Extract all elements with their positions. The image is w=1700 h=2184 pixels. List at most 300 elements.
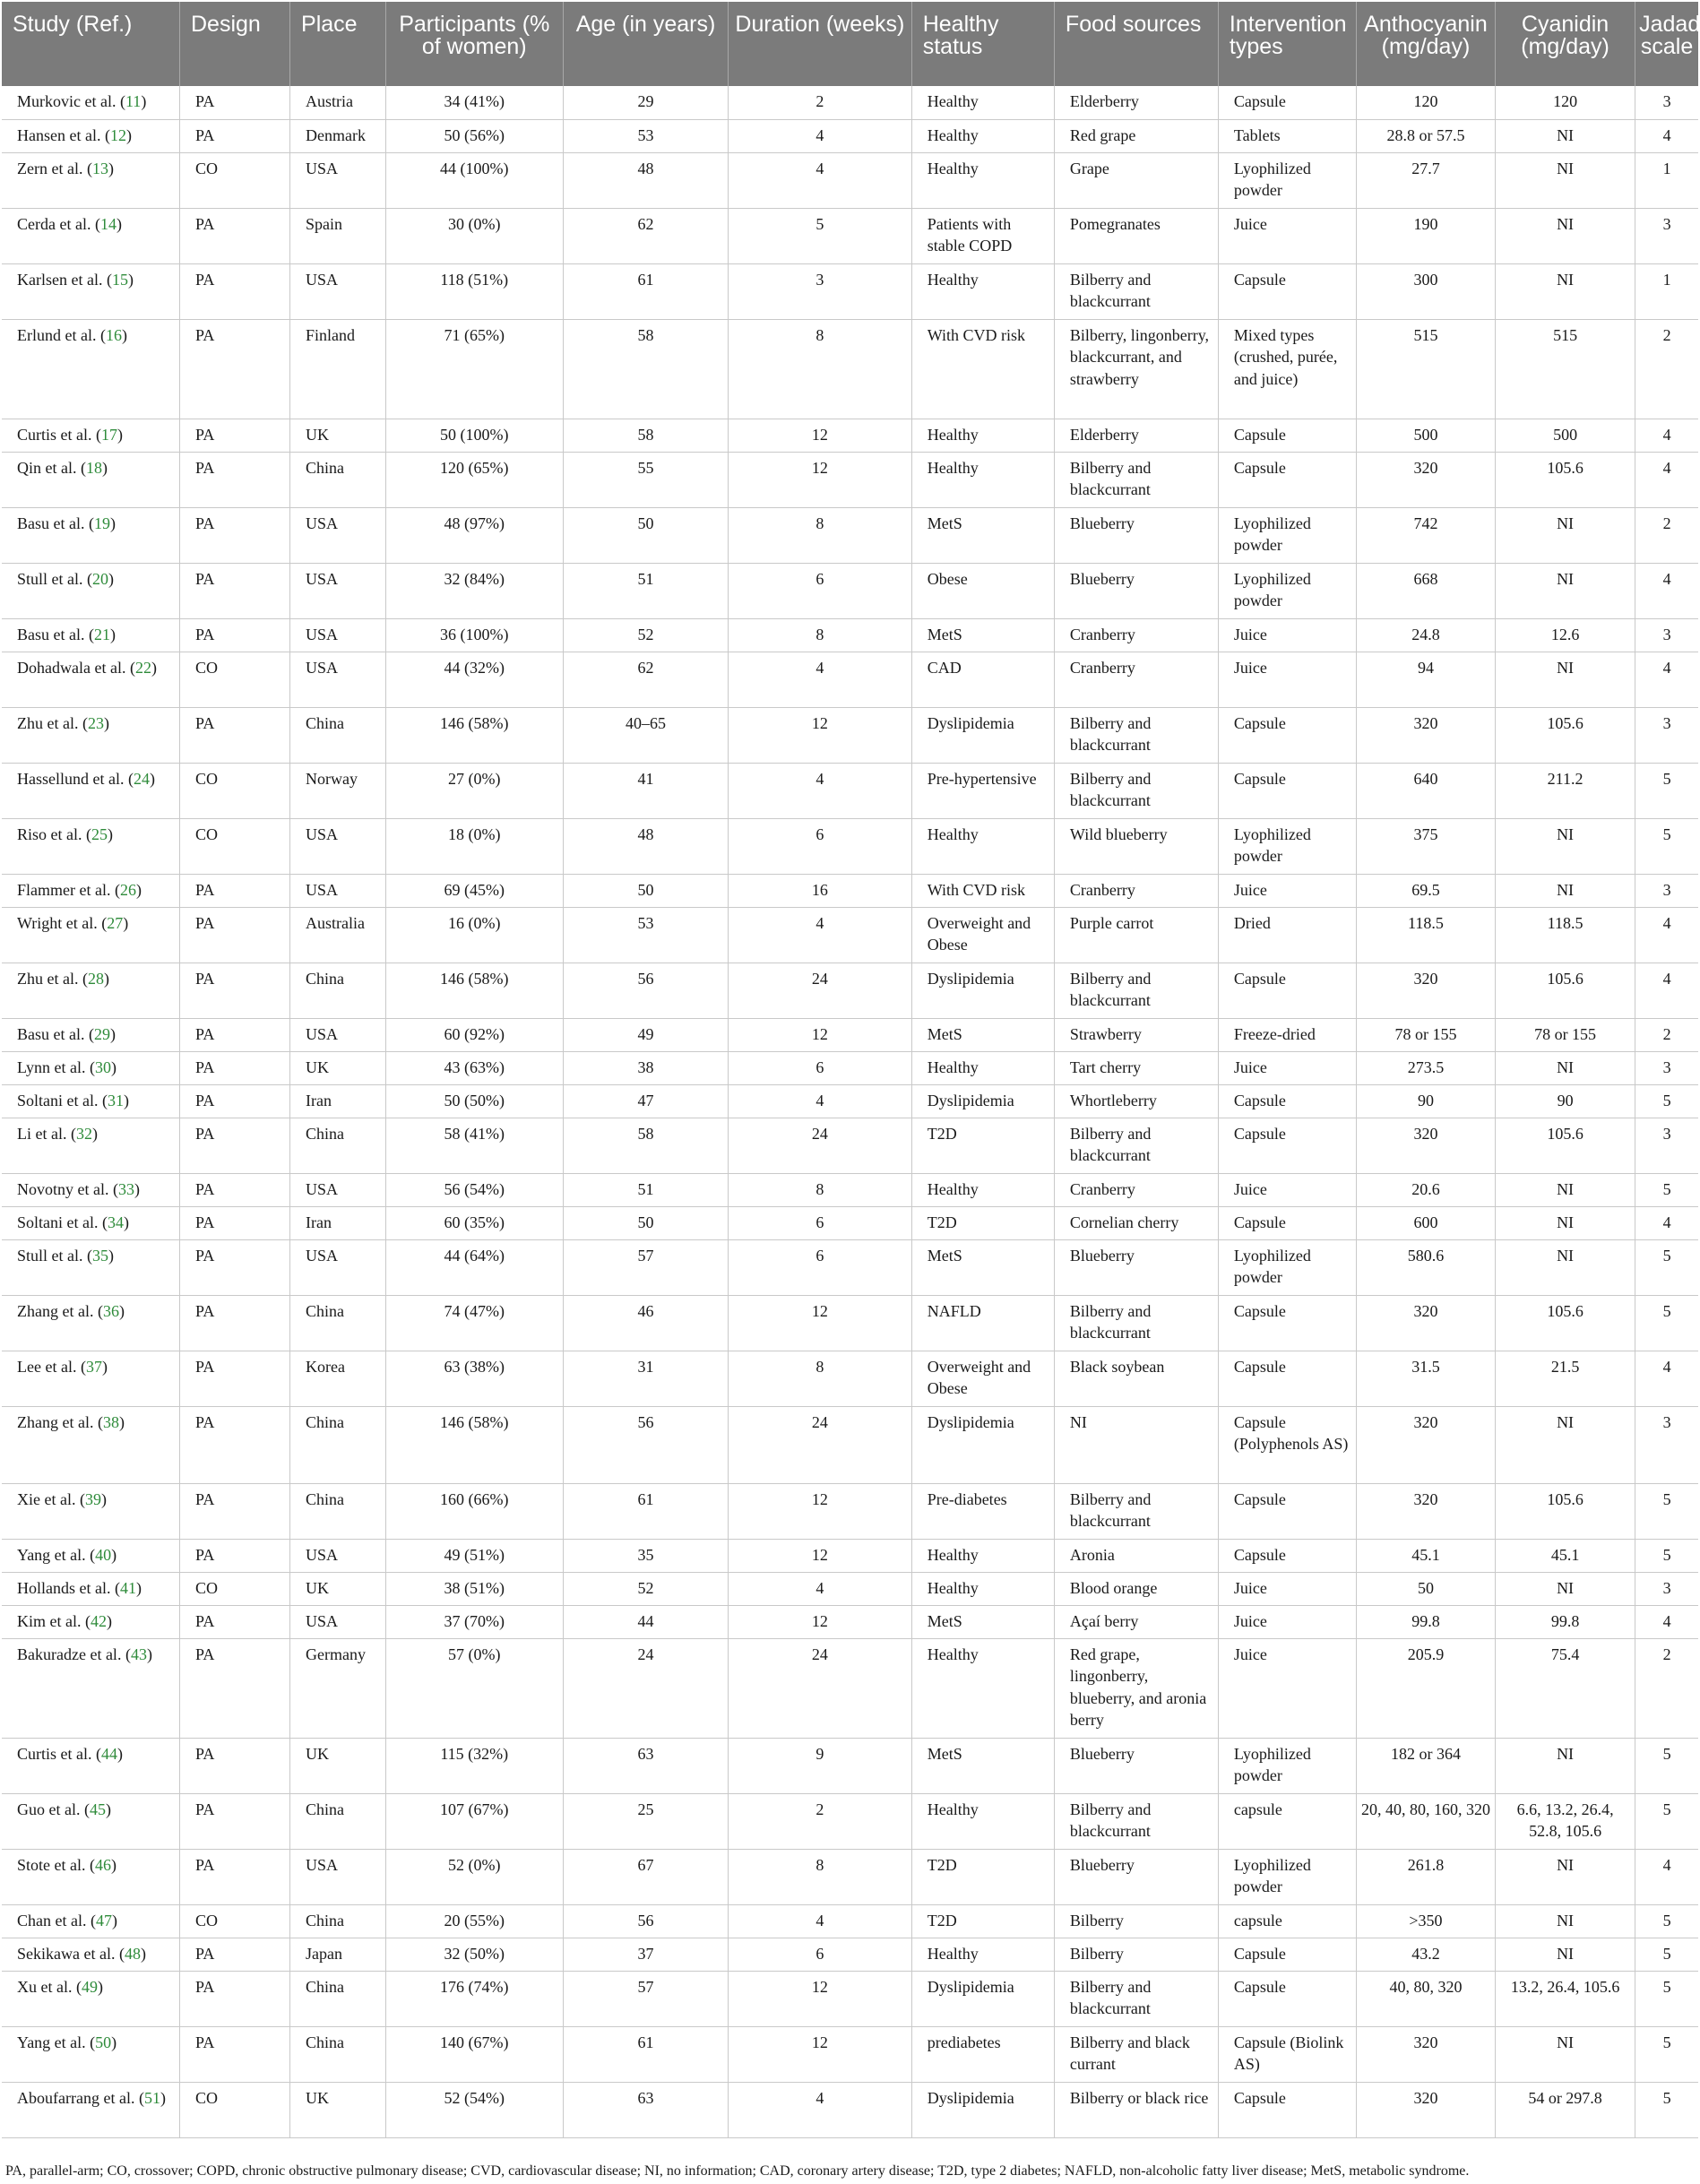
reference-link[interactable]: 23: [87, 713, 104, 732]
study-author: Hassellund et al. (: [17, 769, 134, 788]
cell-place: USA: [290, 263, 385, 319]
reference-link[interactable]: 29: [93, 1024, 110, 1043]
study-author: Xu et al. (: [17, 1977, 82, 1996]
cell-participants: 52 (0%): [385, 1849, 564, 1904]
reference-link[interactable]: 46: [94, 1855, 111, 1874]
cell-design: PA: [180, 1849, 290, 1904]
cell-cyanidin: 105.6: [1496, 707, 1635, 763]
cell-study: Chan et al. (47): [2, 1904, 180, 1938]
cell-age: 63: [564, 1738, 729, 1793]
cell-study: Bakuradze et al. (43): [2, 1638, 180, 1738]
cell-intervention-type: Lyophilized powder: [1218, 1239, 1356, 1295]
cell-duration: 8: [729, 1351, 912, 1406]
cell-participants: 71 (65%): [385, 319, 564, 419]
reference-link[interactable]: 27: [107, 913, 124, 932]
study-author: Flammer et al. (: [17, 880, 120, 899]
cell-place: USA: [290, 152, 385, 208]
cell-jadad: 3: [1635, 86, 1698, 119]
cell-cyanidin: 105.6: [1496, 452, 1635, 507]
study-author: Lee et al. (: [17, 1357, 86, 1376]
reference-link[interactable]: 30: [94, 1057, 111, 1076]
cell-place: USA: [290, 1239, 385, 1295]
cell-intervention-type: Lyophilized powder: [1218, 563, 1356, 618]
cell-place: China: [290, 452, 385, 507]
cell-health-status: Healthy: [911, 1572, 1054, 1605]
study-author: Zhu et al. (: [17, 713, 88, 732]
cell-study: Soltani et al. (31): [2, 1084, 180, 1118]
cell-duration: 8: [729, 618, 912, 652]
reference-link[interactable]: 21: [93, 625, 110, 643]
cell-intervention-type: Lyophilized powder: [1218, 818, 1356, 874]
cell-participants: 27 (0%): [385, 763, 564, 818]
reference-link[interactable]: 50: [95, 2033, 112, 2051]
cell-design: PA: [180, 2026, 290, 2082]
cell-anthocyanin: 742: [1356, 507, 1495, 563]
study-author: Basu et al. (: [17, 1024, 94, 1043]
reference-link[interactable]: 41: [119, 1578, 136, 1597]
cell-participants: 115 (32%): [385, 1738, 564, 1793]
cell-cyanidin: 515: [1496, 319, 1635, 419]
cell-health-status: Healthy: [911, 263, 1054, 319]
cell-jadad: 4: [1635, 963, 1698, 1018]
cell-food-sources: Black soybean: [1054, 1351, 1218, 1406]
cell-food-sources: Cranberry: [1054, 874, 1218, 907]
cell-anthocyanin: 320: [1356, 1295, 1495, 1351]
cell-intervention-type: Capsule: [1218, 86, 1356, 119]
table-row: [2, 1118, 1698, 1173]
reference-link[interactable]: 45: [89, 1800, 106, 1818]
cell-anthocyanin: >350: [1356, 1904, 1495, 1938]
cell-anthocyanin: 320: [1356, 1483, 1495, 1539]
study-author: Lynn et al. (: [17, 1057, 95, 1076]
cell-design: PA: [180, 1738, 290, 1793]
cell-age: 31: [564, 1351, 729, 1406]
cell-age: 56: [564, 963, 729, 1018]
cell-cyanidin: 105.6: [1496, 1118, 1635, 1173]
reference-link[interactable]: 22: [134, 658, 151, 677]
reference-link[interactable]: 42: [90, 1611, 107, 1630]
cell-study: Stote et al. (46): [2, 1849, 180, 1904]
cell-age: 37: [564, 1938, 729, 1971]
cell-jadad: 1: [1635, 152, 1698, 208]
cell-cyanidin: 78 or 155: [1496, 1018, 1635, 1051]
cell-food-sources: Elderberry: [1054, 419, 1218, 452]
reference-link[interactable]: 38: [102, 1412, 119, 1431]
cell-jadad: 1: [1635, 263, 1698, 319]
reference-link[interactable]: 19: [93, 514, 110, 532]
cell-health-status: T2D: [911, 1849, 1054, 1904]
cell-anthocyanin: 45.1: [1356, 1539, 1495, 1572]
cell-health-status: Healthy: [911, 1638, 1054, 1738]
cell-study: Zhu et al. (28): [2, 963, 180, 1018]
reference-link[interactable]: 43: [130, 1644, 147, 1663]
cell-participants: 52 (54%): [385, 2082, 564, 2137]
cell-health-status: Overweight and Obese: [911, 907, 1054, 963]
cell-age: 61: [564, 1483, 729, 1539]
cell-jadad: 5: [1635, 1084, 1698, 1118]
cell-study: Soltani et al. (34): [2, 1206, 180, 1239]
cell-jadad: 5: [1635, 1173, 1698, 1206]
cell-participants: 63 (38%): [385, 1351, 564, 1406]
cell-food-sources: Bilberry and blackcurrant: [1054, 1295, 1218, 1351]
cell-anthocyanin: 28.8 or 57.5: [1356, 119, 1495, 152]
cell-jadad: 3: [1635, 208, 1698, 263]
cell-design: CO: [180, 652, 290, 707]
cell-health-status: Healthy: [911, 119, 1054, 152]
cell-jadad: 5: [1635, 763, 1698, 818]
cell-age: 50: [564, 1206, 729, 1239]
reference-link[interactable]: 16: [105, 325, 122, 344]
study-author: Zhu et al. (: [17, 969, 88, 988]
cell-place: UK: [290, 1738, 385, 1793]
cell-study: Murkovic et al. (11): [2, 86, 180, 119]
col-header-health-status: Healthy status: [911, 2, 1054, 86]
col-header-food-sources: Food sources: [1054, 2, 1218, 86]
cell-jadad: 5: [1635, 2082, 1698, 2137]
cell-jadad: 3: [1635, 618, 1698, 652]
cell-intervention-type: Freeze-dried: [1218, 1018, 1356, 1051]
reference-link[interactable]: 47: [95, 1911, 112, 1929]
cell-study: Li et al. (32): [2, 1118, 180, 1173]
cell-age: 40–65: [564, 707, 729, 763]
cell-duration: 8: [729, 319, 912, 419]
cell-participants: 44 (100%): [385, 152, 564, 208]
cell-intervention-type: Juice: [1218, 618, 1356, 652]
reference-link[interactable]: 13: [91, 159, 108, 177]
reference-link[interactable]: 40: [95, 1545, 112, 1564]
cell-participants: 107 (67%): [385, 1793, 564, 1849]
cell-study: Stull et al. (20): [2, 563, 180, 618]
study-author: Karlsen et al. (: [17, 270, 112, 289]
cell-cyanidin: NI: [1496, 1849, 1635, 1904]
cell-cyanidin: NI: [1496, 1206, 1635, 1239]
cell-study: Lee et al. (37): [2, 1351, 180, 1406]
cell-cyanidin: 21.5: [1496, 1351, 1635, 1406]
cell-food-sources: Açaí berry: [1054, 1605, 1218, 1638]
cell-duration: 2: [729, 86, 912, 119]
study-author: Riso et al. (: [17, 824, 91, 843]
cell-design: CO: [180, 1904, 290, 1938]
cell-cyanidin: 13.2, 26.4, 105.6: [1496, 1971, 1635, 2026]
reference-link[interactable]: 11: [125, 92, 142, 110]
cell-intervention-type: Juice: [1218, 208, 1356, 263]
cell-participants: 32 (84%): [385, 563, 564, 618]
table-row: [2, 1173, 1698, 1206]
cell-intervention-type: Capsule: [1218, 452, 1356, 507]
cell-health-status: CAD: [911, 652, 1054, 707]
study-author: Yang et al. (: [17, 2033, 96, 2051]
reference-link[interactable]: 39: [84, 1489, 101, 1508]
cell-health-status: MetS: [911, 618, 1054, 652]
cell-place: Japan: [290, 1938, 385, 1971]
cell-place: USA: [290, 1605, 385, 1638]
cell-intervention-type: Capsule: [1218, 707, 1356, 763]
cell-cyanidin: 99.8: [1496, 1605, 1635, 1638]
cell-cyanidin: NI: [1496, 818, 1635, 874]
cell-health-status: T2D: [911, 1206, 1054, 1239]
cell-place: USA: [290, 618, 385, 652]
cell-cyanidin: 75.4: [1496, 1638, 1635, 1738]
table-row: [2, 618, 1698, 652]
cell-health-status: Healthy: [911, 1539, 1054, 1572]
cell-health-status: Dyslipidemia: [911, 1084, 1054, 1118]
reference-link[interactable]: 44: [100, 1744, 117, 1763]
cell-health-status: Healthy: [911, 818, 1054, 874]
study-author: Kim et al. (: [17, 1611, 91, 1630]
cell-study: Basu et al. (29): [2, 1018, 180, 1051]
cell-anthocyanin: 205.9: [1356, 1638, 1495, 1738]
cell-participants: 50 (50%): [385, 1084, 564, 1118]
reference-link[interactable]: 34: [107, 1213, 124, 1231]
cell-participants: 60 (35%): [385, 1206, 564, 1239]
study-author: Dohadwala et al. (: [17, 658, 135, 677]
cell-place: China: [290, 963, 385, 1018]
reference-link[interactable]: 37: [85, 1357, 102, 1376]
study-author: Soltani et al. (: [17, 1213, 108, 1231]
cell-health-status: Healthy: [911, 419, 1054, 452]
table-row: [2, 763, 1698, 818]
reference-link[interactable]: 51: [143, 2088, 160, 2107]
cell-duration: 4: [729, 652, 912, 707]
cell-study: Curtis et al. (17): [2, 419, 180, 452]
cell-age: 61: [564, 2026, 729, 2082]
cell-jadad: 3: [1635, 1406, 1698, 1483]
study-author: Hollands et al. (: [17, 1578, 120, 1597]
cell-cyanidin: NI: [1496, 652, 1635, 707]
cell-design: PA: [180, 1084, 290, 1118]
cell-anthocyanin: 320: [1356, 1118, 1495, 1173]
table-row: [2, 1904, 1698, 1938]
cell-place: Iran: [290, 1206, 385, 1239]
cell-intervention-type: Capsule: [1218, 963, 1356, 1018]
table-row: [2, 874, 1698, 907]
cell-participants: 176 (74%): [385, 1971, 564, 2026]
cell-duration: 4: [729, 763, 912, 818]
reference-link[interactable]: 48: [124, 1944, 141, 1963]
cell-health-status: Healthy: [911, 1793, 1054, 1849]
cell-duration: 12: [729, 1018, 912, 1051]
reference-link[interactable]: 15: [111, 270, 128, 289]
cell-anthocyanin: 190: [1356, 208, 1495, 263]
col-header-anthocyanin: Anthocyanin (mg/day): [1356, 2, 1495, 86]
cell-design: PA: [180, 1406, 290, 1483]
cell-age: 61: [564, 263, 729, 319]
cell-jadad: 5: [1635, 1483, 1698, 1539]
cell-age: 51: [564, 1173, 729, 1206]
cell-participants: 37 (70%): [385, 1605, 564, 1638]
reference-link[interactable]: 18: [85, 458, 102, 477]
cell-cyanidin: 118.5: [1496, 907, 1635, 963]
cell-duration: 12: [729, 2026, 912, 2082]
cell-duration: 8: [729, 507, 912, 563]
cell-cyanidin: NI: [1496, 1904, 1635, 1938]
cell-health-status: Dyslipidemia: [911, 1971, 1054, 2026]
cell-duration: 12: [729, 1295, 912, 1351]
table-row: [2, 119, 1698, 152]
cell-health-status: Obese: [911, 563, 1054, 618]
study-author: Cerda et al. (: [17, 214, 100, 233]
cell-duration: 12: [729, 452, 912, 507]
cell-study: Lynn et al. (30): [2, 1051, 180, 1084]
reference-link[interactable]: 17: [100, 425, 117, 444]
cell-cyanidin: NI: [1496, 2026, 1635, 2082]
cell-participants: 38 (51%): [385, 1572, 564, 1605]
table-row: [2, 818, 1698, 874]
study-author: Aboufarrang et al. (: [17, 2088, 144, 2107]
cell-anthocyanin: 640: [1356, 763, 1495, 818]
study-author: Murkovic et al. (: [17, 92, 125, 110]
study-author: Li et al. (: [17, 1124, 76, 1143]
reference-link[interactable]: 26: [119, 880, 136, 899]
cell-participants: 36 (100%): [385, 618, 564, 652]
cell-food-sources: Cranberry: [1054, 1173, 1218, 1206]
cell-food-sources: Blueberry: [1054, 1738, 1218, 1793]
cell-duration: 24: [729, 963, 912, 1018]
table-row: [2, 1018, 1698, 1051]
cell-intervention-type: Mixed types (crushed, purée, and juice): [1218, 319, 1356, 419]
cell-jadad: 5: [1635, 1904, 1698, 1938]
cell-duration: 9: [729, 1738, 912, 1793]
cell-food-sources: Bilberry, lingonberry, blackcurrant, and strawberry: [1054, 319, 1218, 419]
cell-anthocyanin: 375: [1356, 818, 1495, 874]
cell-duration: 12: [729, 707, 912, 763]
cell-duration: 5: [729, 208, 912, 263]
reference-link[interactable]: 32: [75, 1124, 92, 1143]
reference-link[interactable]: 12: [109, 125, 126, 144]
cell-study: Karlsen et al. (15): [2, 263, 180, 319]
reference-link[interactable]: 25: [91, 824, 108, 843]
cell-duration: 6: [729, 1206, 912, 1239]
cell-place: Spain: [290, 208, 385, 263]
cell-duration: 4: [729, 152, 912, 208]
cell-design: PA: [180, 1173, 290, 1206]
reference-link[interactable]: 33: [117, 1179, 134, 1198]
table-row: [2, 419, 1698, 452]
cell-age: 47: [564, 1084, 729, 1118]
cell-health-status: Healthy: [911, 152, 1054, 208]
reference-link[interactable]: 36: [102, 1301, 119, 1320]
cell-anthocyanin: 50: [1356, 1572, 1495, 1605]
cell-cyanidin: 120: [1496, 86, 1635, 119]
table-row: [2, 86, 1698, 119]
cell-duration: 2: [729, 1793, 912, 1849]
cell-participants: 146 (58%): [385, 963, 564, 1018]
reference-link[interactable]: 20: [92, 569, 108, 588]
table-row: [2, 2026, 1698, 2082]
cell-place: USA: [290, 1539, 385, 1572]
cell-participants: 44 (64%): [385, 1239, 564, 1295]
cell-duration: 4: [729, 1904, 912, 1938]
cell-design: PA: [180, 86, 290, 119]
cell-jadad: 2: [1635, 1018, 1698, 1051]
cell-cyanidin: 45.1: [1496, 1539, 1635, 1572]
cell-study: Riso et al. (25): [2, 818, 180, 874]
cell-intervention-type: Lyophilized powder: [1218, 507, 1356, 563]
cell-study: Hansen et al. (12): [2, 119, 180, 152]
cell-design: PA: [180, 1239, 290, 1295]
cell-jadad: 2: [1635, 507, 1698, 563]
cell-cyanidin: NI: [1496, 152, 1635, 208]
cell-cyanidin: NI: [1496, 1051, 1635, 1084]
reference-link[interactable]: 28: [87, 969, 104, 988]
cell-food-sources: Aronia: [1054, 1539, 1218, 1572]
cell-place: UK: [290, 2082, 385, 2137]
cell-health-status: MetS: [911, 507, 1054, 563]
cell-intervention-type: Capsule: [1218, 1539, 1356, 1572]
cell-place: USA: [290, 1018, 385, 1051]
table-row: [2, 319, 1698, 419]
cell-place: Norway: [290, 763, 385, 818]
cell-study: Novotny et al. (33): [2, 1173, 180, 1206]
study-author: Sekikawa et al. (: [17, 1944, 125, 1963]
cell-food-sources: Bilberry and blackcurrant: [1054, 707, 1218, 763]
cell-study: Flammer et al. (26): [2, 874, 180, 907]
reference-link[interactable]: 35: [92, 1246, 108, 1265]
study-author: Soltani et al. (: [17, 1091, 108, 1109]
reference-link[interactable]: 14: [99, 214, 116, 233]
cell-cyanidin: NI: [1496, 263, 1635, 319]
cell-study: Erlund et al. (16): [2, 319, 180, 419]
study-author: Zhang et al. (: [17, 1412, 103, 1431]
table-row: [2, 1295, 1698, 1351]
cell-health-status: Healthy: [911, 1173, 1054, 1206]
study-author: Xie et al. (: [17, 1489, 85, 1508]
cell-intervention-type: Capsule: [1218, 419, 1356, 452]
cell-anthocyanin: 120: [1356, 86, 1495, 119]
cell-study: Xie et al. (39): [2, 1483, 180, 1539]
cell-anthocyanin: 69.5: [1356, 874, 1495, 907]
cell-age: 58: [564, 1118, 729, 1173]
cell-study: Dohadwala et al. (22): [2, 652, 180, 707]
cell-study: Aboufarrang et al. (51): [2, 2082, 180, 2137]
cell-participants: 43 (63%): [385, 1051, 564, 1084]
cell-anthocyanin: 261.8: [1356, 1849, 1495, 1904]
cell-participants: 60 (92%): [385, 1018, 564, 1051]
cell-place: USA: [290, 507, 385, 563]
cell-duration: 3: [729, 263, 912, 319]
table-row: [2, 1239, 1698, 1295]
cell-health-status: Healthy: [911, 452, 1054, 507]
cell-study: Curtis et al. (44): [2, 1738, 180, 1793]
cell-food-sources: Tart cherry: [1054, 1051, 1218, 1084]
cell-duration: 4: [729, 119, 912, 152]
cell-age: 35: [564, 1539, 729, 1572]
table-row: [2, 1406, 1698, 1483]
cell-jadad: 5: [1635, 1793, 1698, 1849]
reference-link[interactable]: 24: [133, 769, 150, 788]
col-header-design: Design: [180, 2, 290, 86]
reference-link[interactable]: 49: [81, 1977, 98, 1996]
cell-duration: 6: [729, 563, 912, 618]
cell-place: Australia: [290, 907, 385, 963]
cell-cyanidin: NI: [1496, 208, 1635, 263]
col-header-age: Age (in years): [564, 2, 729, 86]
table-row: [2, 1849, 1698, 1904]
cell-food-sources: Strawberry: [1054, 1018, 1218, 1051]
col-header-jadad: Jadad scale: [1635, 2, 1698, 86]
cell-health-status: MetS: [911, 1605, 1054, 1638]
table-row: [2, 152, 1698, 208]
cell-anthocyanin: 320: [1356, 1406, 1495, 1483]
cell-place: USA: [290, 818, 385, 874]
cell-jadad: 4: [1635, 452, 1698, 507]
cell-participants: 58 (41%): [385, 1118, 564, 1173]
cell-design: PA: [180, 419, 290, 452]
cell-jadad: 3: [1635, 1572, 1698, 1605]
reference-link[interactable]: 31: [107, 1091, 124, 1109]
cell-design: CO: [180, 818, 290, 874]
cell-food-sources: Bilberry: [1054, 1938, 1218, 1971]
